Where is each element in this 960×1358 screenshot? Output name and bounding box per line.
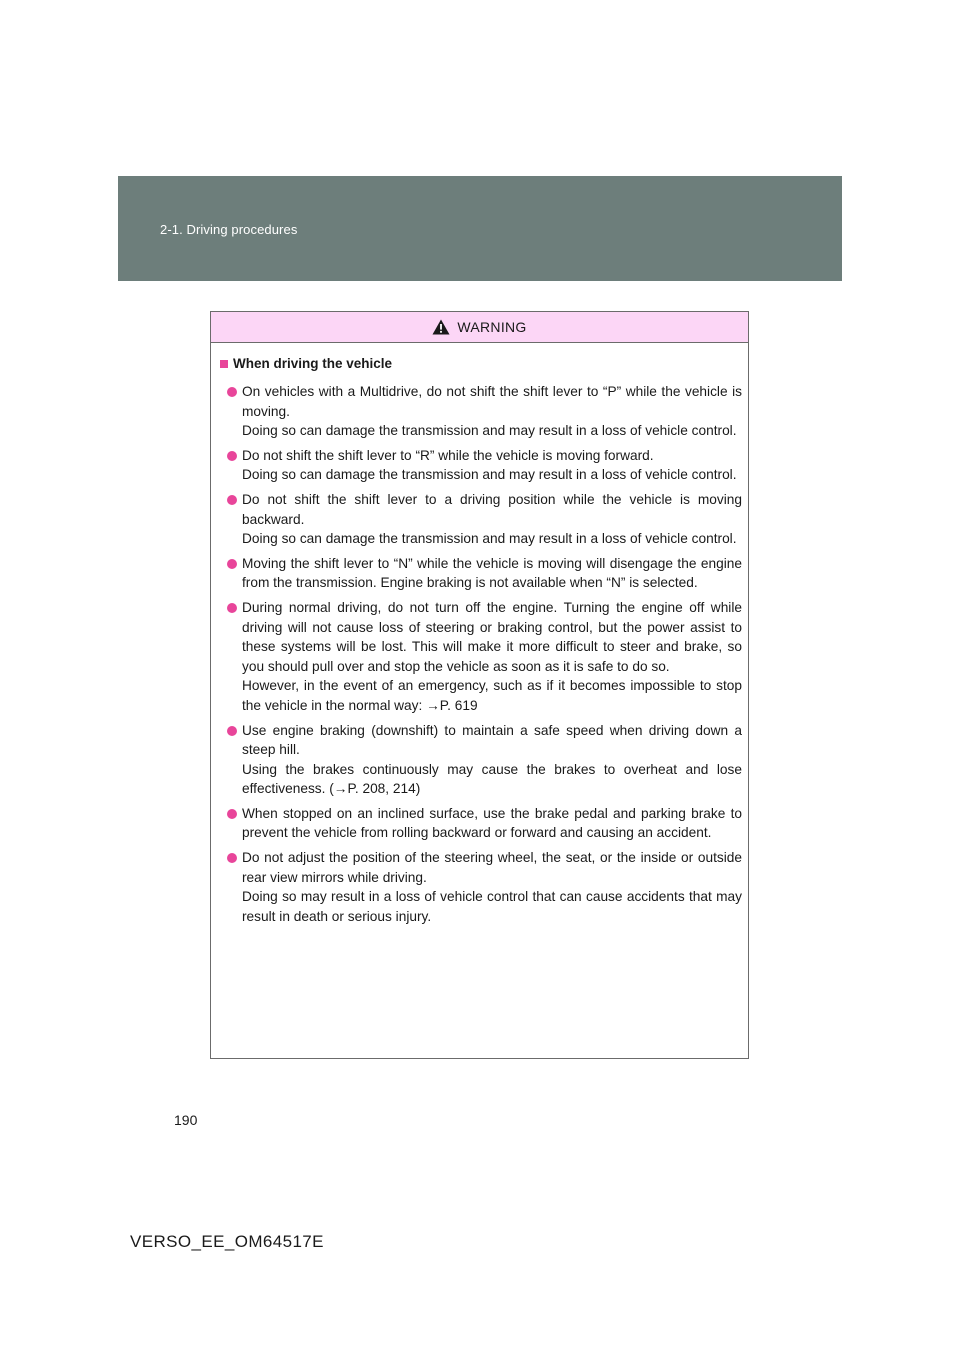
page-number: 190	[174, 1112, 198, 1128]
footer-document-code: VERSO_EE_OM64517E	[130, 1232, 324, 1251]
item-text: Doing so can damage the transmission and may result in a loss of vehicle control.	[242, 423, 737, 439]
bullet-icon	[227, 495, 237, 505]
list-item	[220, 490, 742, 549]
list-item	[220, 446, 742, 485]
bullet-icon	[227, 451, 237, 461]
list-item	[220, 721, 742, 799]
list-item	[220, 598, 742, 716]
warning-body	[211, 343, 748, 926]
bullet-icon	[227, 853, 237, 863]
item-text: Use engine braking (downshift) to maintain a safe speed when driving down a steep hill.	[242, 722, 742, 758]
section-heading	[220, 354, 742, 374]
bullet-icon	[227, 809, 237, 819]
item-text: However, in the event of an emergency, such as if it becomes impossible to stop the vehicle in the normal way: →P. 619	[242, 678, 742, 713]
item-text: Do not shift the shift lever to a driving position while the vehicle is moving backward.	[242, 491, 742, 527]
item-text: Moving the shift lever to “N” while the vehicle is moving will disengage the engine from the transmission. Engine braking is not available when “N” is selected.	[242, 555, 742, 591]
item-text: Using the brakes continuously may cause the brakes to overheat and lose effectiveness. (→P. 208, 214)	[242, 761, 742, 797]
item-text: Doing so can damage the transmission and may result in a loss of vehicle control.	[242, 531, 737, 547]
item-text: When stopped on an inclined surface, use the brake pedal and parking brake to prevent the vehicle from rolling backward or forward and causing an accident.	[242, 805, 742, 841]
square-bullet-icon	[220, 360, 228, 368]
bullet-icon	[227, 603, 237, 613]
warning-header	[211, 312, 748, 343]
warning-triangle-icon	[432, 319, 450, 335]
item-text: Doing so may result in a loss of vehicle control that can cause accidents that may result in death or serious injury.	[242, 889, 742, 924]
item-text: Do not adjust the position of the steering wheel, the seat, or the inside or outside rear view mirrors while driving.	[242, 850, 742, 885]
header-band	[118, 176, 842, 281]
bullet-icon	[227, 559, 237, 569]
bullet-icon	[227, 726, 237, 736]
bullet-icon	[227, 387, 237, 397]
list-item	[220, 848, 742, 926]
item-text: Doing so can damage the transmission and may result in a loss of vehicle control.	[242, 467, 737, 483]
item-text: Do not shift the shift lever to “R” while the vehicle is moving forward.	[242, 447, 654, 463]
list-item	[220, 554, 742, 593]
warning-box	[210, 311, 749, 1059]
section-heading-text: When driving the vehicle	[233, 356, 393, 371]
item-text: During normal driving, do not turn off the engine. Turning the engine off while driving will not cause loss of steering or braking control, but the power assist to these systems will be lost. This will make it more difficult to steer and brake, so you should pull over and stop the vehicle as soon as it is safe to do so.	[242, 599, 742, 674]
list-item	[220, 804, 742, 843]
section-title: 2-1. Driving procedures	[160, 222, 298, 237]
warning-title: WARNING	[457, 319, 527, 335]
list-item	[220, 382, 742, 441]
item-text: On vehicles with a Multidrive, do not shift the shift lever to “P” while the vehicle is moving.	[242, 384, 742, 419]
